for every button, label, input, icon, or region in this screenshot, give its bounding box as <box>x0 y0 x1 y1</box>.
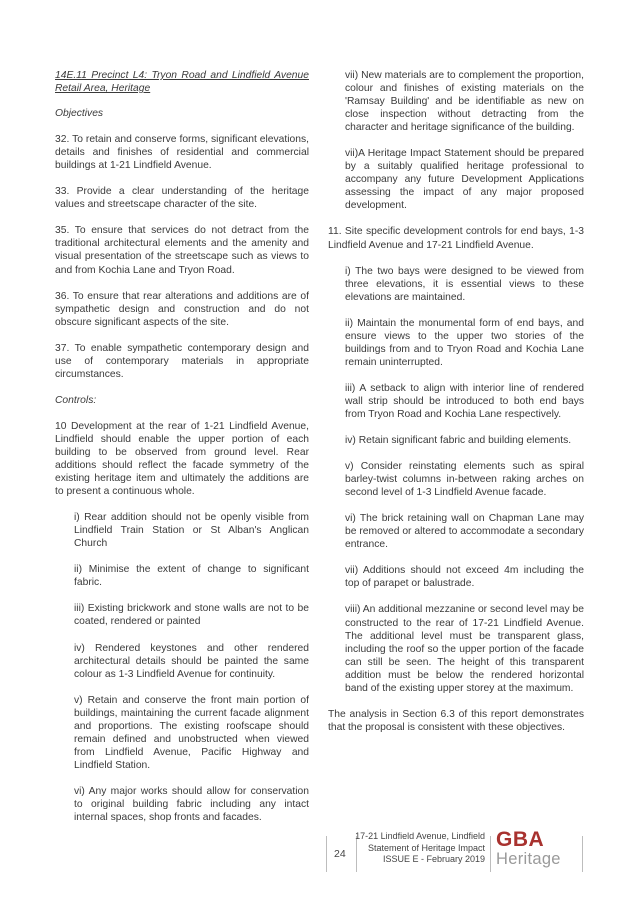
logo-heritage-text: Heritage <box>496 850 561 868</box>
control-10: 10 Development at the rear of 1-21 Lindfield Avenue, Lindfield should enable the upper portion of each building to be observed from ground level. Rear additions should reflect the facade symmetry of the existing heritage item and ultimately the additions are to present a continuous whole. <box>55 420 309 498</box>
control-11-item-i: i) The two bays were designed to be viewed from three elevations, it is essential views to these elevations are maintained. <box>345 265 584 303</box>
document-address: 17-21 Lindfield Avenue, Lindfield <box>355 831 485 841</box>
section-heading: 14E.11 Precinct L4: Tryon Road and Lindfield Avenue Retail Area, Heritage <box>55 70 309 95</box>
document-type: Statement of Heritage Impact <box>367 842 485 853</box>
control-10-item-iii: iii) Existing brickwork and stone walls are not to be coated, rendered or painted <box>74 603 309 628</box>
objective-32: 32. To retain and conserve forms, significant elevations, details and finishes of residential and commercial buildings at 1-21 Lindfield Avenue. <box>55 134 309 172</box>
control-11-item-viii: viii) An additional mezzanine or second level may be constructed to the rear of 17-21 Lindfield Avenue. The additional level must be transparent glass, including the roof so the upper portion of the facade can still be seen. The height of this transparent addition must be below the rendered horizontal band of the existing upper storey at the maximum. <box>345 604 584 694</box>
controls-label: Controls: <box>55 394 97 406</box>
document-info <box>355 831 485 866</box>
objectives-label: Objectives <box>55 108 104 120</box>
footer-divider-left <box>326 836 327 872</box>
logo-gba-text: GBA <box>496 828 545 851</box>
control-11-item-vi: vi) The brick retaining wall on Chapman Lane may be removed or altered to accommodate a secondary entrance. <box>345 513 584 551</box>
control-11: 11. Site specific development controls for end bays, 1-3 Lindfield Avenue and 17-21 Lindfield Avenue. <box>328 226 584 251</box>
gba-heritage-logo <box>496 830 576 868</box>
left-column <box>55 69 309 837</box>
objective-36: 36. To ensure that rear alterations and additions are of sympathetic design and construction and do not obscure significant aspects of the site. <box>55 290 309 328</box>
footer-divider-end <box>582 836 583 872</box>
control-10-item-heritage-statement: vii)A Heritage Impact Statement should be prepared by a suitably qualified heritage professional to accompany any future Development Applications assessing the impact of any major proposed development. <box>345 148 584 212</box>
control-11-item-iv: iv) Retain significant fabric and building elements. <box>345 435 572 447</box>
control-11-item-iii: iii) A setback to align with interior line of rendered wall strip should be introduced to both end bays from Tryon Road and Kochia Lane respectively. <box>345 382 584 420</box>
control-11-item-ii: ii) Maintain the monumental form of end bays, and ensure views to the upper two stories of the buildings from and to Tryon Road and Kochia Lane remain uninterrupted. <box>345 317 584 368</box>
conclusion: The analysis in Section 6.3 of this report demonstrates that the proposal is consistent with these objectives. <box>328 708 584 733</box>
control-10-item-v: v) Retain and conserve the front main portion of buildings, maintaining the current facade alignment and proportions. The existing roofscape should remain defined and unobstructed when viewed from Lindfield Avenue, Pacific Highway and Lindfield Station. <box>74 694 309 771</box>
page-number: 24 <box>334 848 346 860</box>
document-issue: ISSUE E - February 2019 <box>382 854 485 864</box>
objective-37: 37. To enable sympathetic contemporary design and use of contemporary materials in appropriate circumstances. <box>55 342 309 380</box>
control-10-item-ii: ii) Minimise the extent of change to significant fabric. <box>74 564 309 589</box>
objective-35: 35. To ensure that services do not detract from the traditional architectural elements and the amenity and visual presentation of the streetscape such as views to and from Kochia Lane and Tryon Road. <box>55 225 309 276</box>
objective-33: 33. Provide a clear understanding of the heritage values and streetscape character of the site. <box>55 186 309 211</box>
control-10-item-vii: vii) New materials are to complement the proportion, colour and finishes of existing materials on the 'Ramsay Building' and be identifiable as new on close inspection without detracting from the character and heritage significance of the building. <box>345 70 584 134</box>
page-footer <box>0 828 637 878</box>
control-11-item-vii: vii) Additions should not exceed 4m including the top of parapet or balustrade. <box>345 565 584 590</box>
footer-divider-right <box>490 836 491 872</box>
right-column <box>328 69 584 747</box>
control-10-item-iv: iv) Rendered keystones and other rendered architectural details should be painted the same colour as 1-3 Lindfield Avenue for continuity. <box>74 642 309 680</box>
control-10-item-vi: vi) Any major works should allow for conservation to original building fabric including any intact internal spaces, shop fronts and facades. <box>74 785 309 824</box>
control-11-item-v: v) Consider reinstating elements such as spiral barley-twist columns in-between raking arches on second level of 1-3 Lindfield Avenue facade. <box>345 461 584 499</box>
control-10-item-i: i) Rear addition should not be openly visible from Lindfield Train Station or St Alban's Anglican Church <box>74 512 309 550</box>
